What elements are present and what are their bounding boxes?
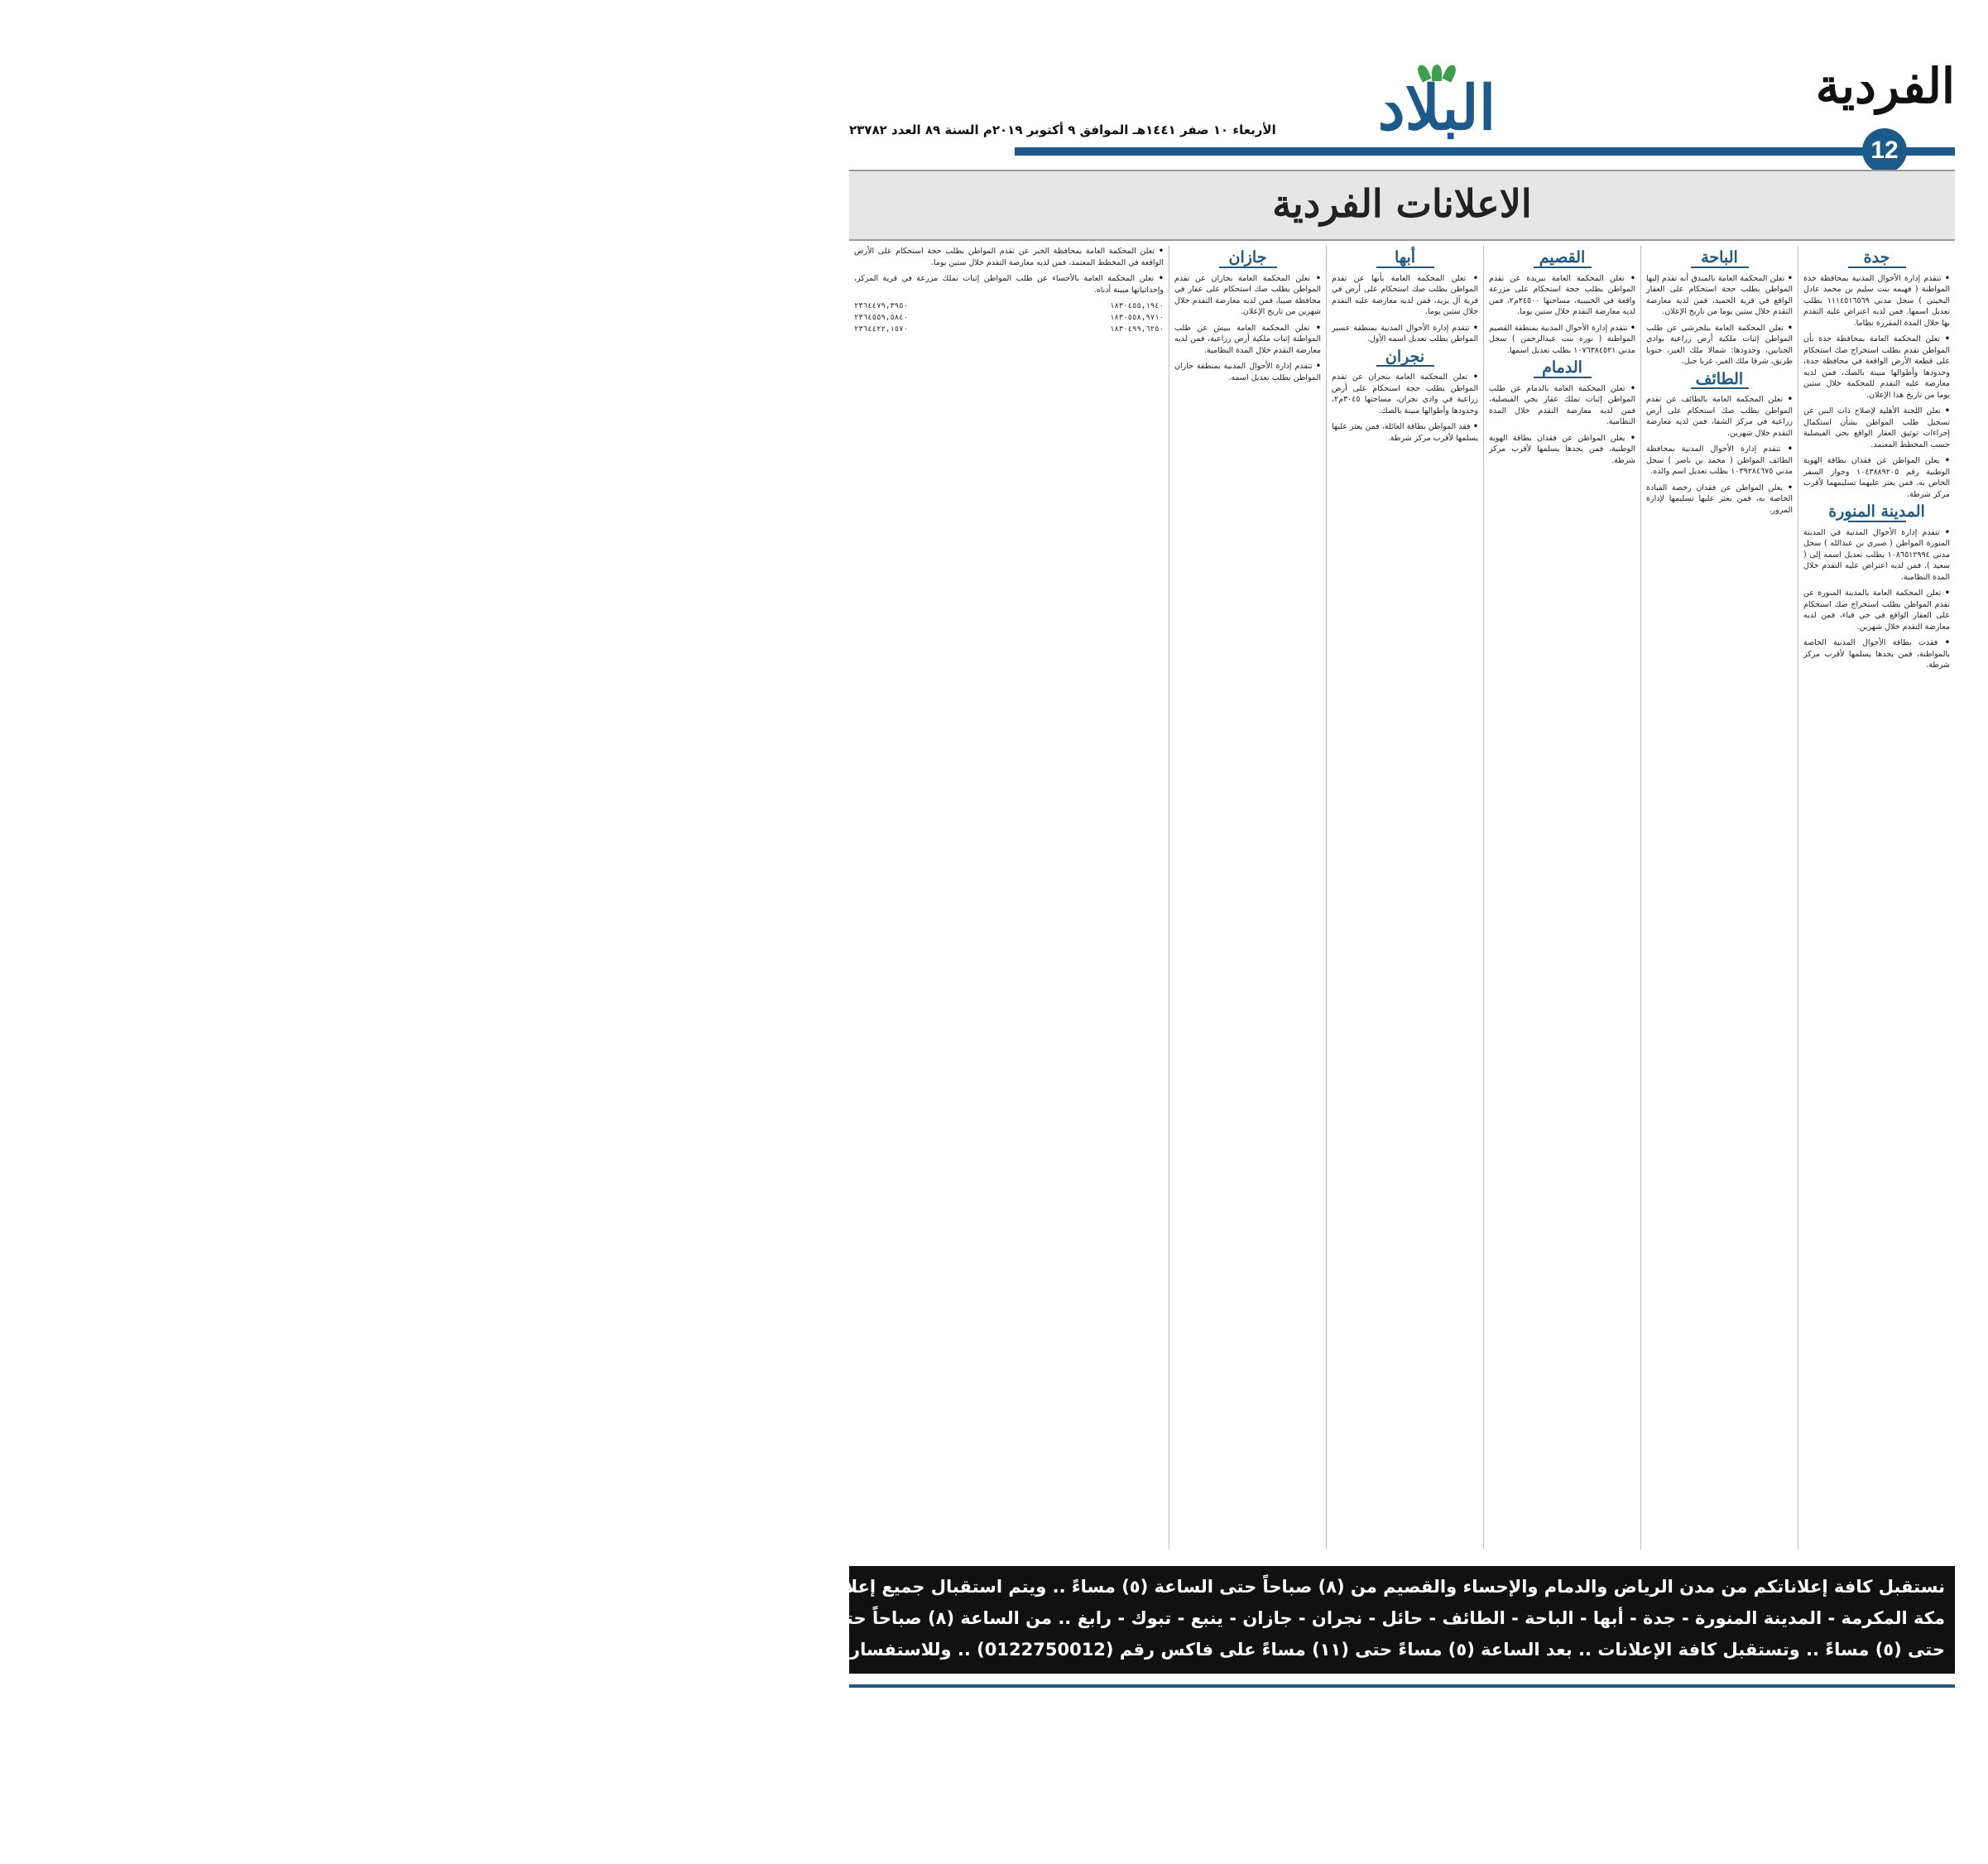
ad-item: • تعلن المحكمة العامة بنجران عن تقدم المواطن بطلب حجة استحكام على أرض زراعية في وادي نجران، مساحتها ٣٠٤٥م٢، وحدودها وأطوالها مبينة بالصك. <box>1332 372 1478 416</box>
ad-item: • تعلن اللجنة الأهلية لإصلاح ذات البين عن تسجيل طلب المواطن بشأن استكمال إجراءات توثيق العقار الواقع بحي الفيصلية حسب المخطط المعتمد. <box>1803 406 1950 450</box>
page-number-bar <box>1015 147 1955 156</box>
coordinate-value: ١٨٣٠٥٥٨,٩٧١٠ <box>1109 314 1164 322</box>
contact-footer <box>0 1566 1955 1674</box>
coordinate-value: ٢٣٦٤٤٢٢,١٥٧٠ <box>854 325 909 334</box>
ads-columns <box>849 246 1955 1549</box>
ad-item: • تعلن المحكمة العامة ببيش عن طلب المواطنة إثبات ملكية أرض زراعية، فمن لديه معارضة التقدم خلال المدة النظامية. <box>1174 323 1321 357</box>
ad-column <box>1326 246 1483 1549</box>
coordinates-table <box>854 300 1164 335</box>
ad-item: • يعلن المواطن عن فقدان رخصة القيادة الخاصة به، فمن يعثر عليها تسليمها لإدارة المرور. <box>1646 483 1793 516</box>
city-heading: أبها <box>1332 252 1478 268</box>
coordinate-value: ١٨٣٠٤٩٩,٦٢٥٠ <box>1109 325 1164 334</box>
city-heading: القصيم <box>1489 252 1635 268</box>
ad-item: • تعلن المحكمة العامة بجازان عن تقدم المواطن بطلب صك استحكام على عقار في محافظة صبيا، فمن لديه معارضة التقدم خلال شهرين من تاريخ الإعلان. <box>1174 273 1321 318</box>
ad-column <box>1483 246 1640 1549</box>
coordinate-value: ٢٣٦٤٤٧٩,٣٩٥٠ <box>854 302 909 310</box>
footer-line: حتى (٥) مساءً .. وتستقبل كافة الإعلانات .. بعد الساعة (٥) مساءً حتى (١١) مساءً على فاكس رقم (0122750012) .. وللاستفسار عن الإعلانات على مدار الساعة .. نأمل الاتصال على جوال (0567878781) <box>214 1640 1945 1660</box>
footer-line: نستقبل كافة إعلاناتكم من مدن الرياض والدمام والإحساء والقصيم من (٨) صباحاً حتى الساعة (٥) مساءً .. ويتم استقبال جميع إعلانات باقي الفروع التي تشمل كل من <box>536 1577 1945 1597</box>
bottom-rule <box>849 1684 1955 1688</box>
ad-item: • تعلن المحكمة العامة بالدمام عن طلب المواطن إثبات تملك عقار بحي الفيصلية، فمن لديه معارضة التقدم خلال المدة النظامية. <box>1489 383 1635 428</box>
ad-column <box>849 246 1169 1549</box>
city-heading: جازان <box>1174 252 1321 268</box>
footer-line: مكة المكرمة - المدينة المنورة - جدة - أبها - الباحة - الطائف - حائل - نجران - جازان - ينبع - تبوك - رابغ .. من الساعة (٨) صباحاً حتى (١١) ليلاً .. تستقبل الإعلانات من كافة الفروع على هاتف (0126711000) فاكس (0126716241) <box>0 1608 1945 1628</box>
ad-item: • تعلن المحكمة العامة بمحافظة الخبر عن تقدم المواطن بطلب حجة استحكام على الأرض الواقعة في المخطط المعتمد، فمن لديه معارضة التقدم خلال ستين يوما. <box>854 246 1164 268</box>
ad-item: • تتقدم إدارة الأحوال المدنية في المدينة المنورة المواطن ( صبري بن عبدالله ) سجل مدني ١٠٨٦٥١٢٩٩٤ بطلب تعديل اسمه إلى ( سعيد ). فمن لديه اعتراض عليه التقدم خلال المدة النظامية. <box>1803 527 1950 584</box>
ad-item: • تعلن المحكمة العامة بالأحساء عن طلب المواطن إثبات تملك مزرعة في قرية المركز، وإحداثياتها مبينة أدناه. <box>854 273 1164 295</box>
ad-item: • يعلن المواطن عن فقدان بطاقة الهوية الوطنية رقم ١٠٤٣٨٨٩٢٠٥ وجواز السفر الخاص به، فمن يعثر عليهما تسليمهما لأقرب مركز شرطة. <box>1803 455 1950 500</box>
city-heading: الطائف <box>1646 374 1793 390</box>
ad-item: • تتقدم إدارة الأحوال المدنية بمحافظة الطائف المواطن ( محمد بن ناصر ) سجل مدني ١٠٣٩٢٨٤٦٧٥ بطلب تعديل اسم والده. <box>1646 444 1793 478</box>
city-heading: الباحة <box>1646 252 1793 268</box>
dateline: الأربعاء ١٠ صفر ١٤٤١هـ الموافق ٩ أكتوبر ٢٠١٩م السنة ٨٩ العدد ٢٣٧٨٢ <box>849 123 1276 137</box>
city-heading: نجران <box>1332 352 1478 368</box>
banner-title: الاعلانات الفردية <box>1272 181 1532 226</box>
ad-item: • تعلن المحكمة العامة بالمدينة المنورة عن تقدم المواطن بطلب استخراج صك استحكام على العقار الواقع في حي قباء، فمن لديه معارضة التقدم خلال شهرين. <box>1803 588 1950 632</box>
coordinates-row <box>854 324 1164 335</box>
coordinates-row <box>854 312 1164 324</box>
ad-item: • تعلن المحكمة العامة بالمندق أنه تقدم إليها المواطن بطلب حجة استحكام على العقار الواقع في قرية الحميد، فمن لديه معارضة التقدم خلال ستين يوما من تاريخ الإعلان. <box>1646 273 1793 318</box>
city-heading: المدينة المنورة <box>1803 507 1950 522</box>
ad-item: • تعلن المحكمة العامة بالطائف عن تقدم المواطن بطلب صك استحكام على أرض زراعية في مركز الشفا، فمن لديه معارضة التقدم خلال شهرين. <box>1646 394 1793 439</box>
ad-column <box>1640 246 1798 1549</box>
logo-text: البلاد <box>1377 73 1496 144</box>
ad-item: • تعلن المحكمة العامة بأبها عن تقدم المواطن بطلب صك استحكام على أرض في قرية آل يزيد، فمن لديه معارضة عليه التقدم خلال ستين يوما. <box>1332 273 1478 318</box>
city-heading: الدمام <box>1489 363 1635 378</box>
coordinate-value: ١٨٣٠٤٥٥,١٩٤٠ <box>1109 302 1164 310</box>
ad-item: • تتقدم إدارة الأحوال المدنية بمنطقة عسير المواطن بطلب تعديل اسمه الأول. <box>1332 323 1478 345</box>
ad-item: • تعلن المحكمة العامة ببريدة عن تقدم المواطن بطلب حجة استحكام على مزرعة واقعة في الخبيبية، مساحتها ٢٤٥٠٠م٢، فمن لديه معارضة التقدم خلال ستين يوما. <box>1489 273 1635 318</box>
page-number: 12 <box>1862 128 1907 173</box>
ad-item: • تعلن المحكمة العامة بمحافظة جدة بأن المواطن تقدم بطلب استخراج صك استحكام على قطعة الأرض الواقعة في محافظة جدة، وحدودها وأطوالها مبينة بالصك، فمن لديه معارضة عليه التقدم للمحكمة خلال ستين يوما من تاريخ هذا الإعلان. <box>1803 334 1950 401</box>
ad-column <box>1798 246 1955 1549</box>
ad-item: • تتقدم إدارة الأحوال المدنية بمنطقة القصيم المواطنة ( نوره بنت عبدالرحمن ) سجل مدني ١٠٧٦٣٨٤٥٢١ بطلب تعديل اسمها. <box>1489 323 1635 357</box>
ad-item: • يعلن المواطن عن فقدان بطاقة الهوية الوطنية، فمن يجدها يسلمها لأقرب مركز شرطة. <box>1489 433 1635 467</box>
ad-item: • تعلن المحكمة العامة ببلجرشي عن طلب المواطن إثبات ملكية أرض زراعية بوادي الجنابين، وحدودها: شمالا ملك الغير، جنوبا طريق، شرقا ملك الغير، غربا جبل. <box>1646 323 1793 368</box>
ad-item: • فقدت بطاقة الأحوال المدنية الخاصة بالمواطنة، فمن يجدها يسلمها لأقرب مركز شرطة. <box>1803 637 1950 671</box>
ad-item: • تتقدم إدارة الأحوال المدنية بمحافظة جدة المواطنة ( فهيمه بنت سليم بن محمد عادل البخيتي ) سجل مدني ١١١٤٥١٦٥٦٩ بطلب تعديل اسمها. فمن لديه اعتراض عليه التقدم بها خلال المدة المقررة نظاما. <box>1803 273 1950 329</box>
ad-item: • فقد المواطن بطاقة العائلة، فمن يعثر عليها يسلمها لأقرب مركز شرطة. <box>1332 421 1478 444</box>
coordinates-row <box>854 300 1164 312</box>
coordinate-value: ٢٣٦٤٥٥٩,٥٨٤٠ <box>854 314 909 322</box>
section-title: الفردية <box>1815 58 1955 114</box>
ad-item: • تتقدم إدارة الأحوال المدنية بمنطقة جازان المواطن بطلب تعديل اسمه. <box>1174 361 1321 383</box>
masthead <box>849 33 1955 164</box>
section-banner <box>849 170 1955 241</box>
city-heading: جدة <box>1803 252 1950 268</box>
ad-column <box>1169 246 1326 1549</box>
